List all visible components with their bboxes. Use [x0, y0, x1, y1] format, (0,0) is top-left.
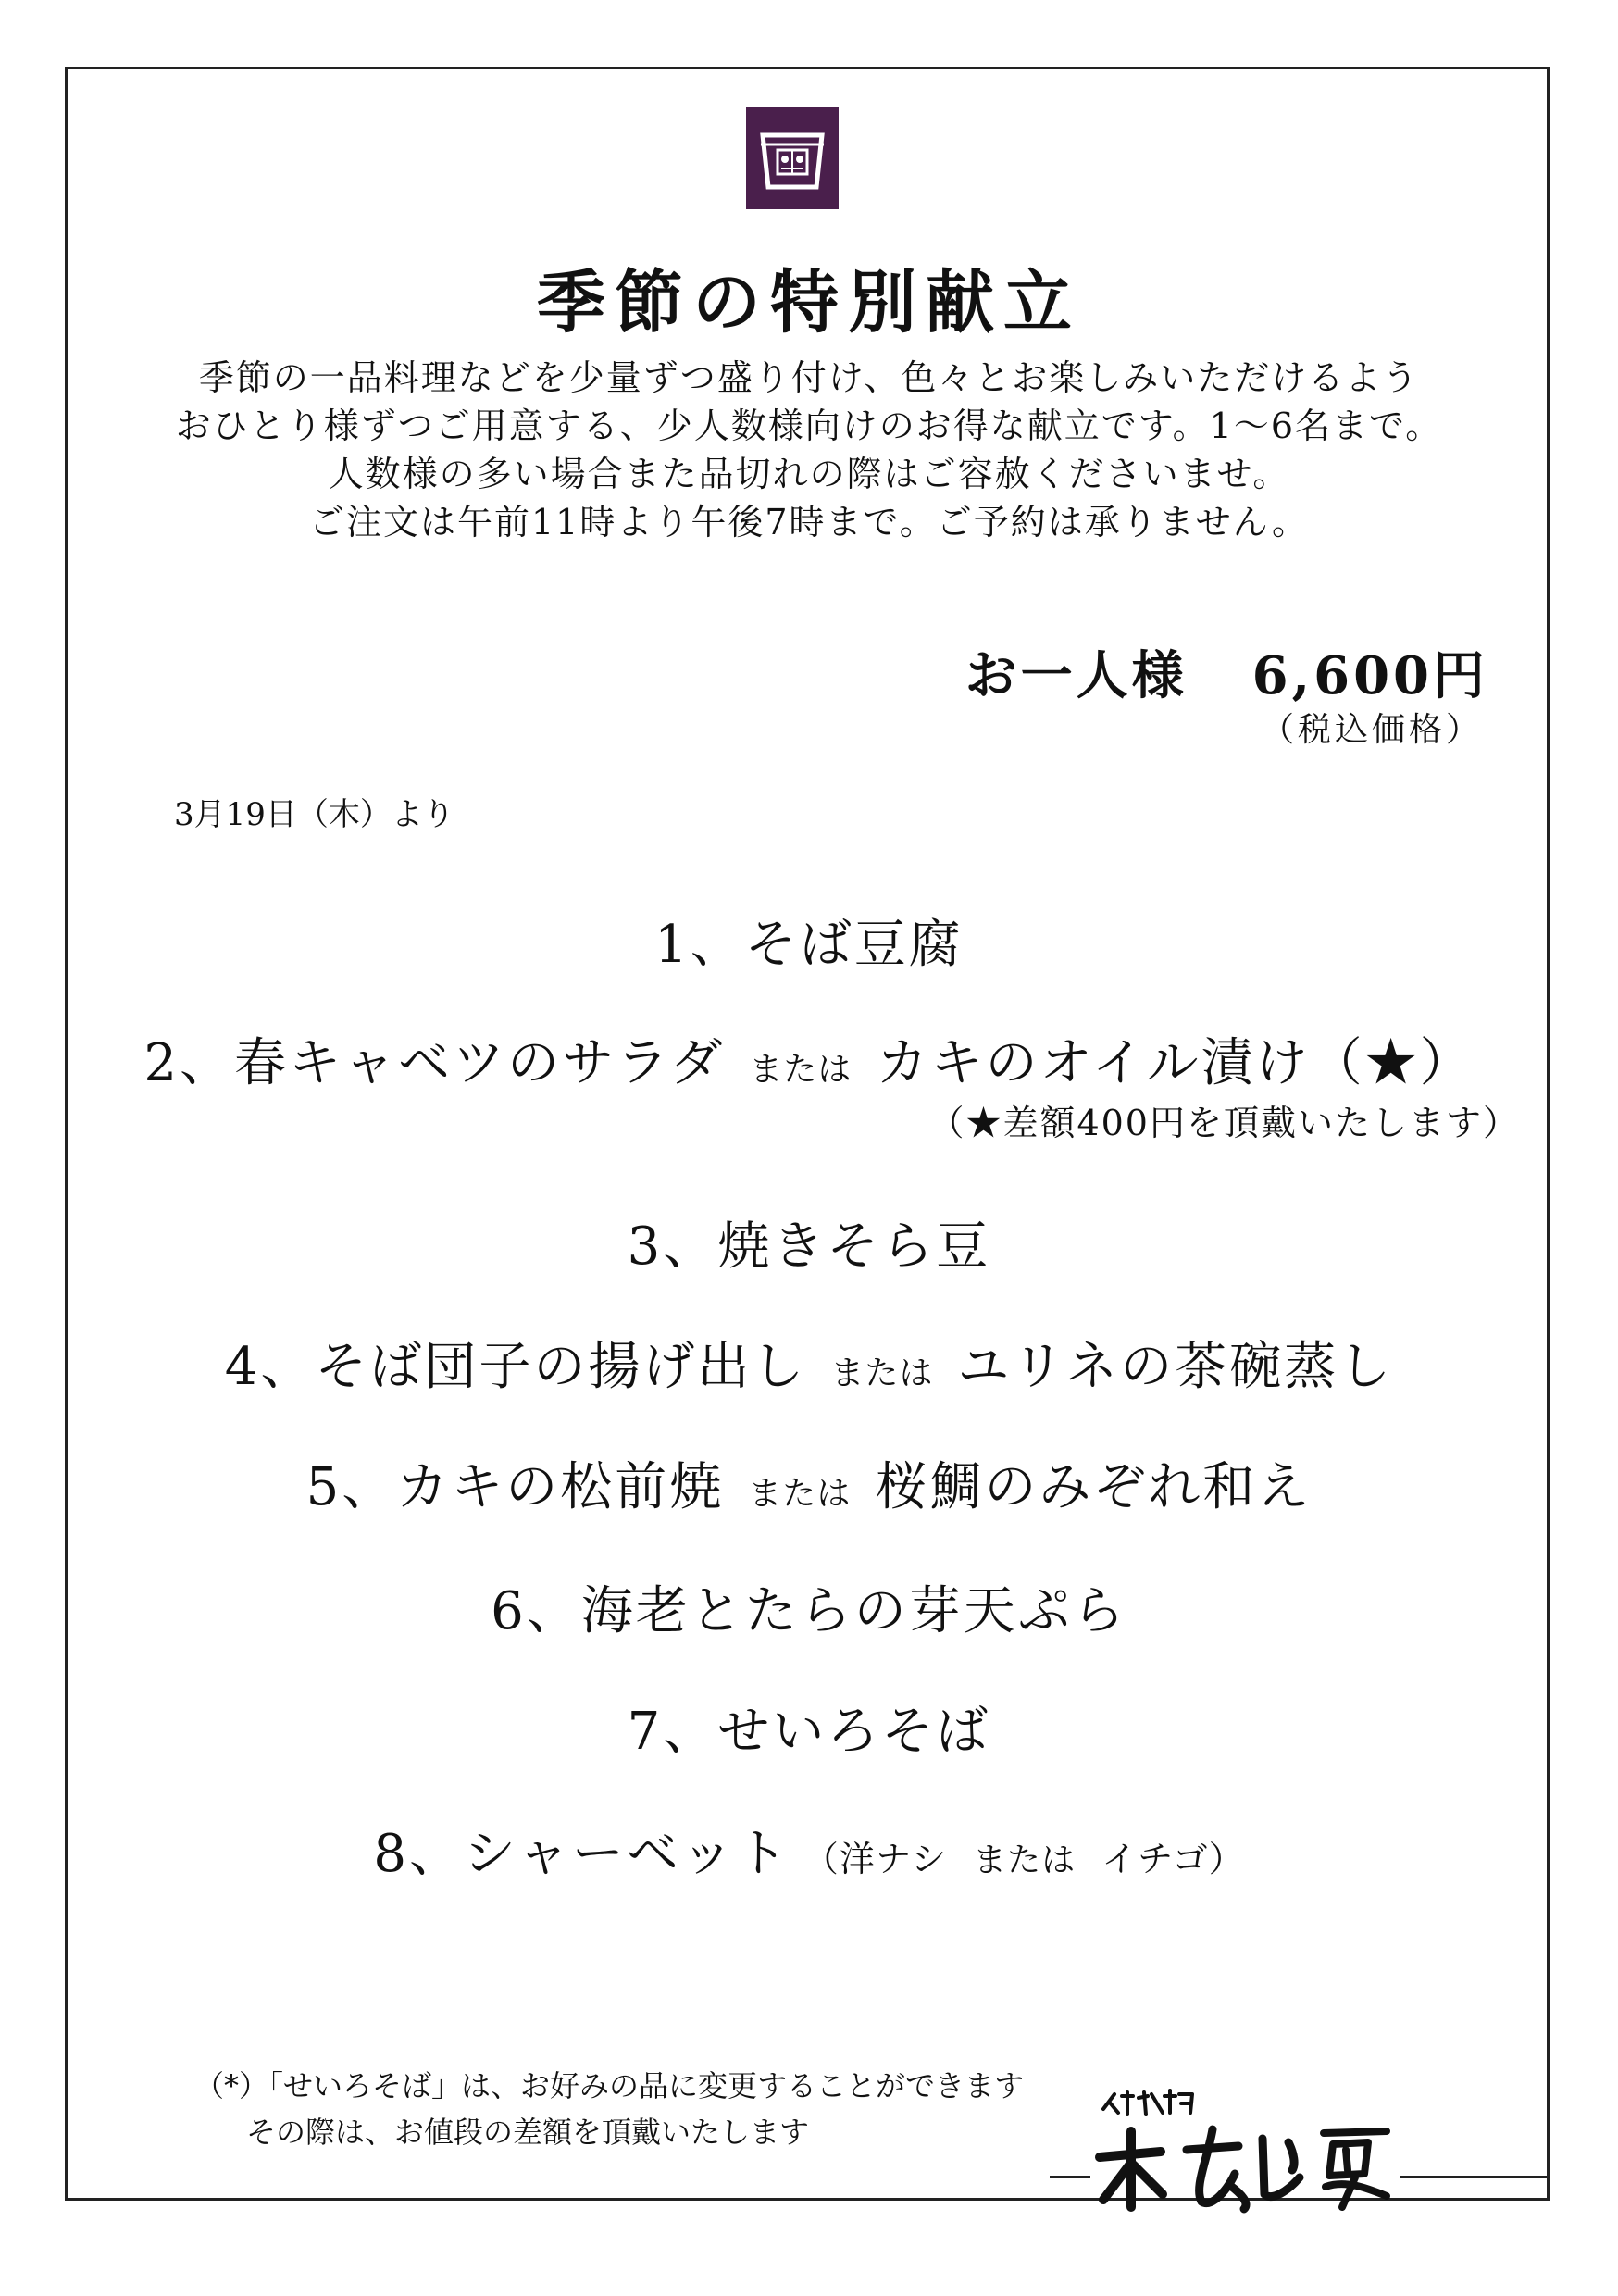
page-title: 季節の特別献立	[537, 263, 1081, 343]
menu-item-main: 2、春キャベツのサラダ	[143, 1033, 726, 1093]
price-line	[965, 635, 1488, 709]
sherbet-option-2: イチゴ）	[1101, 1839, 1245, 1879]
surcharge-note: （★差額400円を頂戴いたします）	[928, 1103, 1520, 1143]
or-separator: または	[973, 1841, 1077, 1879]
menu-item-3: 3、焼きそら豆	[627, 1217, 991, 1277]
intro-line: 人数様の多い場合また品切れの際はご容赦くださいませ。	[328, 454, 1290, 494]
footnote	[194, 2063, 1024, 2155]
or-separator: または	[748, 1475, 852, 1513]
or-separator: または	[749, 1051, 853, 1089]
intro-line: ご注文は午前11時より午後7時まで。ご予約は承りません。	[308, 502, 1310, 543]
footnote-line: その際は、お値段の差額を頂戴いたします	[246, 2115, 810, 2150]
menu-item-5	[0, 1446, 1618, 1520]
menu-item-4	[0, 1326, 1618, 1400]
price-amount: 6,600円	[1251, 645, 1488, 706]
menu-item-6: 6、海老とたらの芽天ぷら	[491, 1581, 1127, 1641]
sherbet-options	[803, 1839, 1245, 1879]
intro-line: 季節の一品料理などを少量ずつ盛り付け、色々とお楽しみいただけるよう	[198, 357, 1420, 398]
intro-paragraph	[0, 354, 1618, 546]
menu-item-main: 5、カキの松前焼	[305, 1457, 725, 1517]
price-label: お一人様	[965, 645, 1188, 706]
menu-item-main: 4、そば団子の揚げ出し	[224, 1337, 807, 1397]
tax-note: （税込価格）	[1260, 711, 1483, 749]
menu-item-alt: ユリネの茶碗蒸し	[957, 1337, 1394, 1397]
menu-item-7: 7、せいろそば	[627, 1702, 991, 1762]
brand-rule	[1050, 2176, 1090, 2178]
menu-item-8	[0, 1813, 1618, 1887]
sherbet-option-1: （洋ナシ	[803, 1839, 948, 1879]
menu-item-1: 1、そば豆腐	[654, 915, 964, 975]
menu-item-main: 8、シャーベット	[373, 1824, 790, 1884]
menu-item-alt: カキのオイル漬け（★）	[876, 1033, 1475, 1093]
or-separator: または	[830, 1354, 934, 1392]
menu-item-2	[0, 1022, 1618, 1096]
menu-item-alt: 桜鯛のみぞれ和え	[875, 1457, 1313, 1517]
footnote-line: （*）「せいろそば」は、お好みの品に変更することができます	[194, 2068, 1025, 2103]
handwritten-signature-icon	[1090, 2085, 1400, 2215]
brand-rule	[1400, 2176, 1550, 2178]
shop-crest-icon	[746, 107, 839, 209]
intro-line: おひとり様ずつご用意する、少人数様向けのお得な献立です。1〜6名まで。	[175, 406, 1443, 446]
start-date: 3月19日（木）より	[174, 796, 454, 833]
